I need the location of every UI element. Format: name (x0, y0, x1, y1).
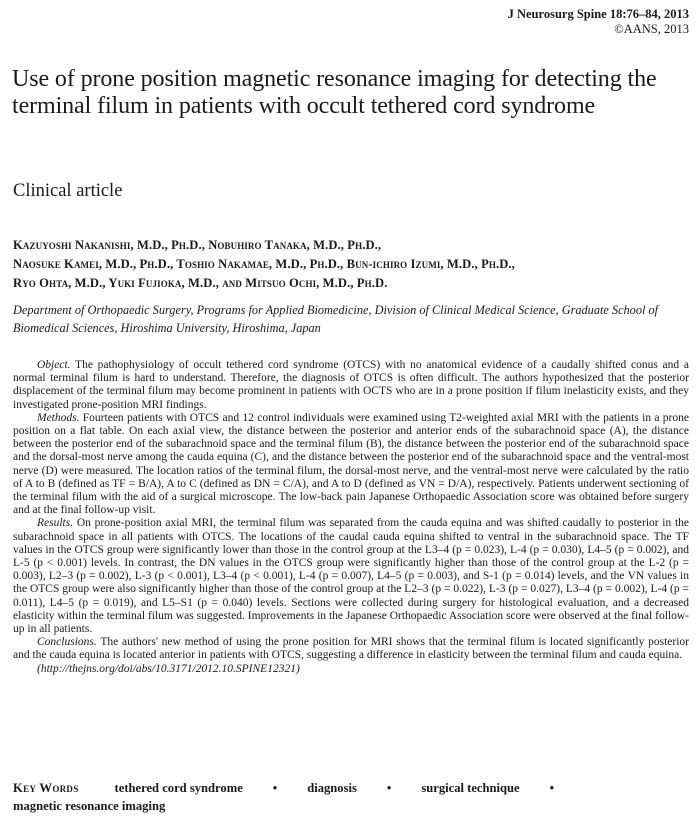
doi-link[interactable]: (http://thejns.org/doi/abs/10.3171/2012.10.SPINE12321) (37, 662, 300, 675)
keyword-item: magnetic resonance imaging (13, 799, 166, 813)
bullet-separator: • (272, 781, 278, 795)
abstract-object-text: The pathophysiology of occult tethered cord syndrome (OTCS) with no anatomical evidence of a caudally shifted conus and a normal terminal filum is hard to understand. Therefore, the diagnosis of OTCS is often difficult. The authors hypothesized that the posterior displacement of the terminal filum may become prominent in patients with OCTS who are in a prone position if filum inelasticity exists, and they investigated prone-position MRI findings. (13, 359, 689, 411)
section-label-methods: Methods. (37, 411, 80, 424)
author-line: Kazuyoshi Nakanishi, M.D., Ph.D., Nobuhiro Tanaka, M.D., Ph.D., (13, 238, 382, 252)
abstract (13, 359, 689, 676)
journal-citation: J Neurosurg Spine 18:76–84, 2013 (507, 7, 689, 21)
abstract-object (13, 359, 689, 412)
bullet-separator: • (549, 781, 555, 795)
abstract-results-text: On prone-position axial MRI, the terminal filum was separated from the cauda equina and was shifted caudally to posterior in the subarachnoid space in all patients with OTCS. The locations of the caudal cauda equina shifted to ventral in the subarachnoid space. The TF values in the OTCS group were significantly lower than those in the control group at the L3–4 (p = 0.023), L-4 (p = 0.030), L4–5 (p = 0.002), and L-5 (p < 0.001) levels. In contrast, the DN values in the OTCS group were significantly higher than those of the control group at the L-2 (p = 0.003), L2–3 (p = 0.002), L-3 (p < 0.001), L3–4 (p < 0.001), L-4 (p = 0.007), L4–5 (p = 0.003), and S-1 (p = 0.014) levels, and the VN values in the OTCS group were also significantly higher than those of the control group at the L2–3 (p = 0.022), L-3 (p = 0.027), L3–4 (p = 0.002), L-4 (p = 0.011), L4–5 (p = 0.019), and L5–S1 (p = 0.040) levels. Sections were collected during surgery for histological evaluation, and a decreased elasticity within the terminal filum was suggested. Improvements in the Japanese Orthopaedic Association score were observed at the final follow-up in all patients. (13, 517, 689, 636)
section-label-results: Results. (37, 517, 74, 530)
keyword-item: diagnosis (307, 781, 357, 795)
abstract-methods (13, 412, 689, 518)
keywords-line-2 (13, 797, 689, 815)
abstract-results (13, 517, 689, 636)
section-label-conclusions: Conclusions. (37, 636, 97, 649)
keyword-item: surgical technique (421, 781, 520, 795)
keywords (13, 779, 689, 815)
affiliation: Department of Orthopaedic Surgery, Programs for Applied Biomedicine, Division of Clinical Medical Science, Graduate School of Biomedical Sciences, Hiroshima University, Hiroshima, Japan (13, 303, 659, 335)
section-label-object: Object. (37, 359, 71, 371)
bullet-separator: • (386, 781, 392, 795)
keywords-line-1 (13, 779, 689, 797)
author-line: Naosuke Kamei, M.D., Ph.D., Toshio Nakamae, M.D., Ph.D., Bun-ichiro Izumi, M.D., Ph.D., (13, 257, 515, 271)
abstract-methods-text: Fourteen patients with OTCS and 12 control individuals were examined using T2-weighted axial MRI with the patients in a prone position on a flat table. On each axial view, the distance between the posterior and anterior ends of the subarachnoid space (A), the distance between the posterior end of the subarachnoid space and the terminal filum (B), the distance between the posterior end of the subarachnoid space and the dorsal-most nerve among the cauda equina (C), and the distance between the posterior end of the subarachnoid space and the ventral-most nerve (D) were measured. The location ratios of the terminal filum, the dorsal-most nerve, and the ventral-most nerve were calculated by the ratio of A to B (defined as TF = B/A), A to C (defined as DN = C/A), and A to D (defined as VN = D/A), respectively. Patients underwent sectioning of the terminal filum with the aid of a surgical microscope. The low-back pain Japanese Orthopaedic Association score was obtained before surgery and at the final follow-up visit. (13, 411, 689, 517)
copyright-notice: ©AANS, 2013 (614, 22, 689, 36)
author-list (13, 236, 693, 293)
article-type: Clinical article (13, 181, 123, 201)
keyword-item: tethered cord syndrome (114, 781, 243, 795)
article-title: Use of prone position magnetic resonance imaging for detecting the terminal filum in patients with occult tethered cord syndrome (12, 66, 657, 119)
abstract-conclusions (13, 636, 689, 662)
abstract-conclusions-text: The authors' new method of using the prone position for MRI shows that the terminal filum is located significantly posterior and the cauda equina is located anterior in patients with OTCS, suggesting a difference in elasticity between the terminal filum and cauda equina. (13, 636, 689, 662)
author-line: Ryo Ohta, M.D., Yuki Fujioka, M.D., and Mitsuo Ochi, M.D., Ph.D. (13, 276, 388, 290)
keywords-label: Key Words (13, 781, 79, 795)
journal-header (508, 7, 689, 37)
